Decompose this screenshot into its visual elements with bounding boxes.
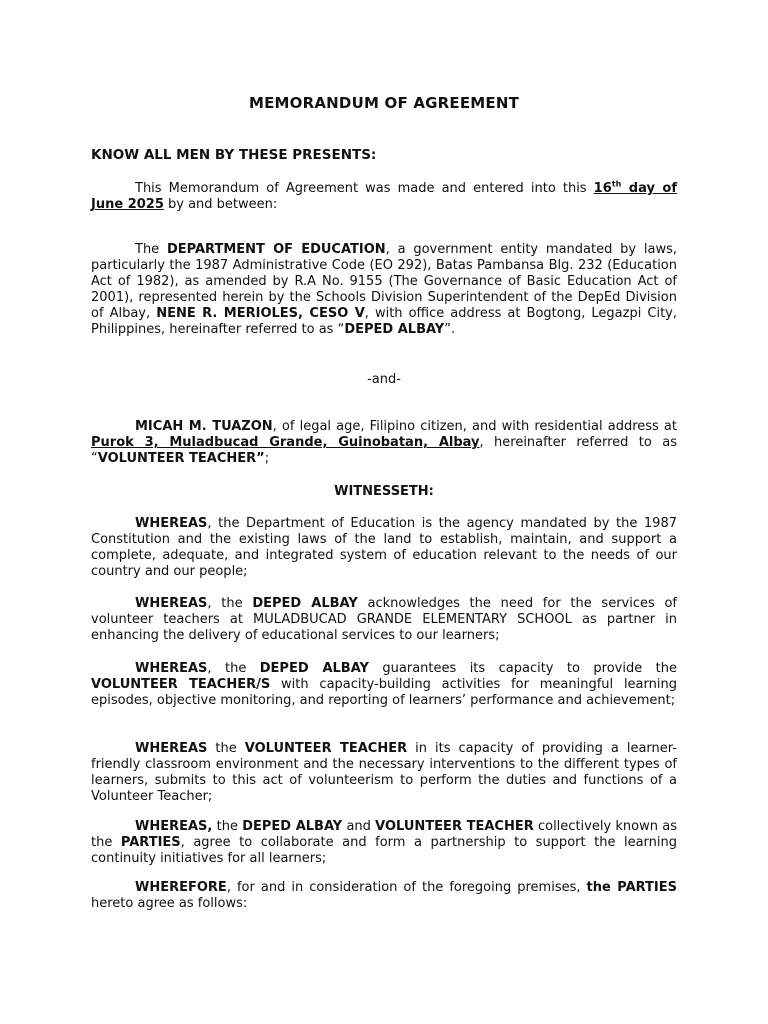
volunteer-paragraph: MICAH M. TUAZON, of legal age, Filipino citizen, and with residential address at Purok 3, Muladbucad Grande, Guinobatan, Albay, hereinafter referred to as “VOLUNTEER TEACHER”; [91, 419, 678, 466]
volunteer-name: MICAH M. TUAZON [135, 419, 273, 434]
superintendent-name: NENE R. MERIOLES, CESO V [156, 306, 365, 321]
deped-alias: DEPED ALBAY [344, 322, 445, 337]
document-title: MEMORANDUM OF AGREEMENT [248, 94, 520, 112]
deped-name: DEPARTMENT OF EDUCATION [166, 242, 386, 257]
whereas-clause-5: WHEREAS, the DEPED ALBAY and VOLUNTEER TEACHER collectively known as the PARTIES, agree to collaborate and form a partnership to support the learning continuity initiatives for all learners; [91, 819, 678, 866]
wherefore-clause: WHEREFORE, for and in consideration of the foregoing premises, the PARTIES hereto agree as follows: [91, 880, 678, 911]
intro-paragraph: This Memorandum of Agreement was made and entered into this 16th day of June 2025 by and between: [91, 179, 677, 212]
volunteer-address: Purok 3, Muladbucad Grande, Guinobatan, Albay [91, 435, 480, 450]
volunteer-alias: VOLUNTEER TEACHER” [97, 451, 265, 466]
and-separator: -and- [367, 372, 401, 387]
know-all-heading: KNOW ALL MEN BY THESE PRESENTS: [91, 147, 377, 163]
whereas-clause-2: WHEREAS, the DEPED ALBAY acknowledges the need for the services of volunteer teachers at MULADBUCAD GRANDE ELEMENTARY SCHOOL as partner in enhancing the delivery of educational services to our learners; [91, 596, 677, 643]
deped-paragraph: The DEPARTMENT OF EDUCATION, a government entity mandated by laws, particularly the 1987 Administrative Code (EO 292), Batas Pambansa Blg. 232 (Education Act of 1982), as amended by R.A No. 9155 (The Governance of Basic Education Act of 2001), represented herein by the Schools Division Superintendent of the DepEd Division of Albay, NENE R. MERIOLES, CESO V, with office address at Bogtong, Legazpi City, Philippines, hereinafter referred to as “DEPED ALBAY”. [91, 242, 677, 337]
whereas-clause-1: WHEREAS, the Department of Education is the agency mandated by the 1987 Constitution and the existing laws of the land to establish, maintain, and support a complete, adequate, and integrated system of education relevant to the needs of our country and our people; [91, 516, 677, 579]
witnesseth-heading: WITNESSETH: [334, 484, 434, 499]
whereas-clause-4: WHEREAS the VOLUNTEER TEACHER in its capacity of providing a learner-friendly classroom environment and the necessary interventions to the different types of learners, submits to this act of volunteerism to perform the duties and functions of a Volunteer Teacher; [91, 741, 677, 804]
whereas-clause-3: WHEREAS, the DEPED ALBAY guarantees its capacity to provide the VOLUNTEER TEACHER/S with capacity-building activities for meaningful learning episodes, objective monitoring, and reporting of learners’ performance and achievement; [91, 661, 677, 708]
agreement-date: 16th day of June 2025 [91, 179, 677, 212]
